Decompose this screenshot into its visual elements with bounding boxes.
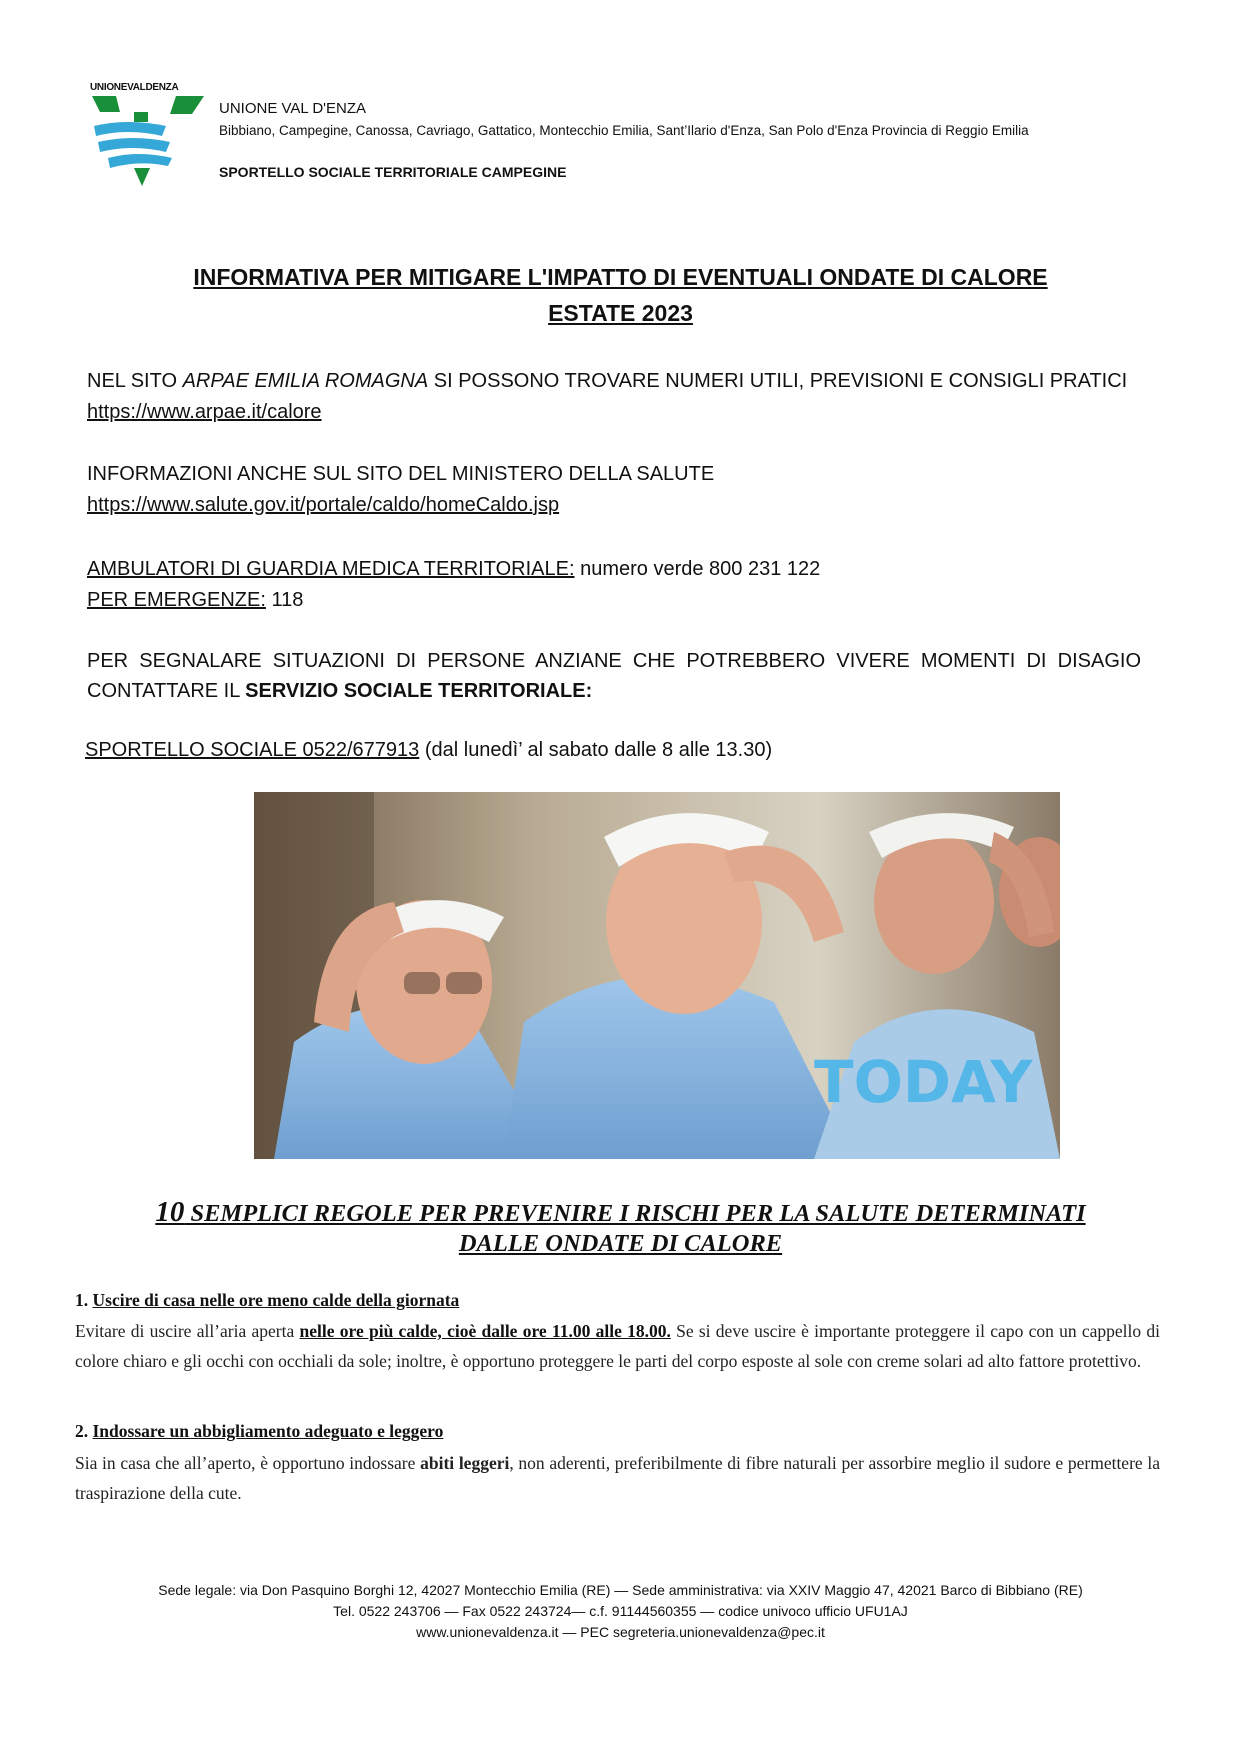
ministero-line: INFORMAZIONI ANCHE SUL SITO DEL MINISTERO DELLA SALUTE <box>87 463 715 485</box>
org-towns: Bibbiano, Campegine, Canossa, Cavriago, Gattatico, Montecchio Emilia, Sant’Ilario d'Enza, San Polo d'Enza Provincia di Reggio Emilia <box>219 123 1029 138</box>
logo-mark-icon <box>88 82 208 192</box>
arpae-line <box>87 370 1127 393</box>
rule-1-text-post: Se si deve uscire è importante proteggere il capo con un cappello di colore chiaro e gli occhi con occhiali da sole; inoltre, è opportuno proteggere le parti del corpo esposte al sole con creme solari ad alto fattore protettivo. <box>75 1321 1160 1371</box>
emergenze-line <box>87 589 303 612</box>
rule-2-title <box>75 1421 443 1442</box>
rule-2-text-post: , non aderenti, preferibilmente di fibre naturali per assorbire meglio il sudore e permettere la traspirazione della cute. <box>75 1453 1160 1503</box>
guardia-number: numero verde 800 231 122 <box>574 558 821 580</box>
footer-contacts: Tel. 0522 243706 — Fax 0522 243724— c.f. 91144560355 — codice univoco ufficio UFU1AJ <box>333 1603 908 1619</box>
photo-watermark: TODAY <box>814 1048 1033 1116</box>
page-subtitle: ESTATE 2023 <box>548 300 693 326</box>
sportello-line <box>85 739 772 762</box>
logo-text: UNIONEVALDENZA <box>90 82 179 93</box>
logo <box>88 82 208 192</box>
emergenze-label: PER EMERGENZE: <box>87 589 266 611</box>
guardia-medica-line <box>87 558 820 581</box>
rules-heading-line-1 <box>0 1196 1241 1229</box>
segnalare-line-1: PER SEGNALARE SITUAZIONI DI PERSONE ANZIANE CHE POTREBBERO VIVERE MOMENTI DI DISAGIO <box>87 650 1141 672</box>
rule-1-text-mid: dalle ore 11.00 alle 18.00. <box>476 1321 671 1341</box>
rule-1-title <box>75 1290 459 1311</box>
rules-heading-line-2: DALLE ONDATE DI CALORE <box>458 1230 783 1257</box>
arpae-name: ARPAE EMILIA ROMAGNA <box>182 370 429 392</box>
rule-2-label: Indossare un abbigliamento adeguato e leggero <box>92 1421 444 1441</box>
rule-1-text-pre: Evitare di uscire all’aria aperta <box>75 1321 300 1341</box>
office-name: SPORTELLO SOCIALE TERRITORIALE CAMPEGINE <box>219 164 567 180</box>
guardia-label: AMBULATORI DI GUARDIA MEDICA TERRITORIALE: <box>87 558 575 580</box>
rule-2-num: 2. <box>75 1421 93 1441</box>
rule-1-label: Uscire di casa nelle ore meno calde della giornata <box>92 1290 460 1310</box>
rule-2-text-pre: Sia in casa che all’aperto, è opportuno indossare <box>75 1453 421 1473</box>
emergenze-number: 118 <box>265 589 304 611</box>
rule-1-num: 1. <box>75 1290 93 1310</box>
rules-count: 10 <box>155 1196 185 1228</box>
sportello-phone: SPORTELLO SOCIALE 0522/677913 <box>85 739 420 761</box>
servizio-sociale: SERVIZIO SOCIALE TERRITORIALE: <box>245 680 593 702</box>
arpae-post: SI POSSONO TROVARE NUMERI UTILI, PREVISIONI E CONSIGLI PRATICI <box>428 370 1128 392</box>
rule-1-text-em: nelle ore più calde, cioè <box>299 1321 477 1341</box>
page-title: INFORMATIVA PER MITIGARE L'IMPATTO DI EVENTUALI ONDATE DI CALORE <box>193 264 1048 290</box>
footer-address: Sede legale: via Don Pasquino Borghi 12, 42027 Montecchio Emilia (RE) — Sede amministrativa: via XXIV Maggio 47, 42021 Barco di Bibbiano (RE) <box>158 1582 1083 1598</box>
rules-heading-rest: SEMPLICI REGOLE PER PREVENIRE I RISCHI PER LA SALUTE DETERMINATI <box>184 1200 1086 1227</box>
org-name: UNIONE VAL D'ENZA <box>219 100 367 117</box>
segnalare-pre: CONTATTARE IL <box>87 680 246 702</box>
footer-web: www.unionevaldenza.it — PEC segreteria.unionevaldenza@pec.it <box>416 1624 825 1640</box>
ministero-link[interactable]: https://www.salute.gov.it/portale/caldo/homeCaldo.jsp <box>87 494 560 516</box>
rule-2-text <box>75 1448 1160 1508</box>
elderly-heat-photo <box>254 792 1060 1159</box>
arpae-link[interactable]: https://www.arpae.it/calore <box>87 401 322 423</box>
rule-1-text <box>75 1316 1160 1376</box>
arpae-pre: NEL SITO <box>87 370 183 392</box>
segnalare-line-2 <box>87 680 1141 703</box>
sportello-hours: (dal lunedì’ al sabato dalle 8 alle 13.30) <box>419 739 773 761</box>
photo-illustration <box>254 792 1060 1159</box>
rule-2-text-em: abiti leggeri <box>420 1453 510 1473</box>
